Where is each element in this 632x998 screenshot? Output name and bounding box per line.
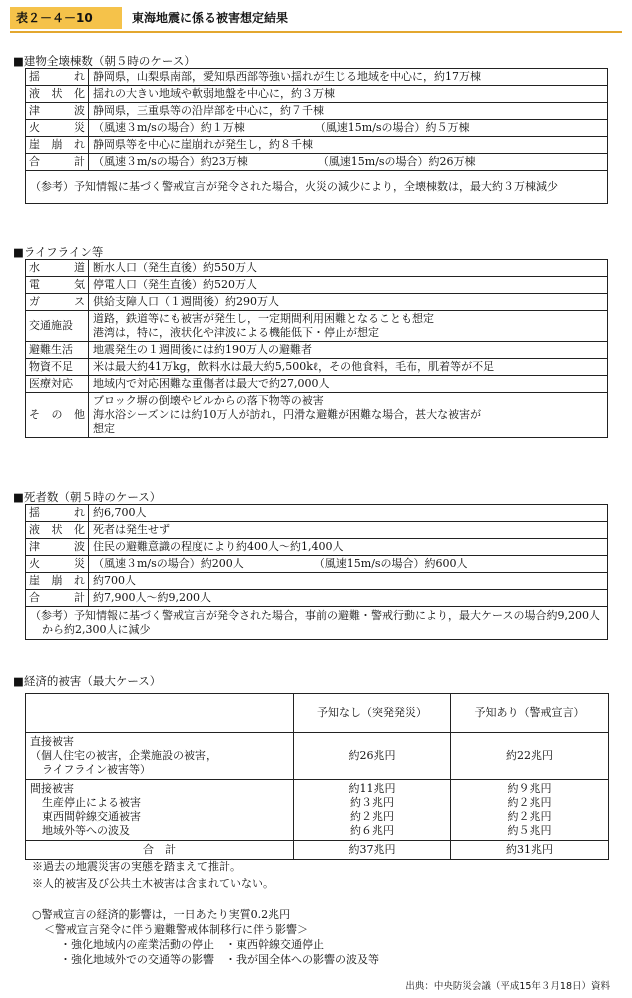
table-row (26, 694, 609, 733)
table-row (26, 841, 609, 860)
table-row (26, 556, 608, 573)
total-label: 合 計 (26, 841, 294, 860)
buildings-heading: ■建物全壊棟数（朝５時のケース） (13, 54, 196, 68)
row-label: 水 道 (26, 260, 89, 277)
row-label: 液 状 化 (26, 86, 89, 103)
indirect-values-1: 約11兆円 約３兆円 約２兆円 約６兆円 (294, 780, 451, 841)
table-row (26, 590, 608, 607)
economic-table (25, 693, 609, 860)
lifeline-heading: ■ライフライン等 (13, 245, 104, 259)
total-value-1: 約37兆円 (294, 841, 451, 860)
row-text: 地震発生の１週間後には約190万人の避難者 (89, 342, 608, 359)
deaths-note: （参考）予知情報に基づく警戒宣言が発令された場合，事前の避難・警戒行動により，最大ケースの場合約9,200人から約2,300人に減少 (26, 607, 608, 640)
table-row (26, 294, 608, 311)
row-text: ブロック塀の倒壊やビルからの落下物等の被害 海水浴シーズンには約10万人が訪れ，円滑な避難が困難な場合，甚大な被害が 想定 (89, 393, 608, 438)
row-label: 崖 崩 れ (26, 137, 89, 154)
row-label: そ の 他 (26, 393, 89, 438)
table-row (26, 780, 609, 841)
row-text: 約700人 (89, 573, 608, 590)
row-label: 崖 崩 れ (26, 573, 89, 590)
table-row (26, 393, 608, 438)
row-text: 静岡県，三重県等の沿岸部を中心に，約７千棟 (89, 103, 608, 120)
row-label: 火 災 (26, 556, 89, 573)
row-label: 合 計 (26, 590, 89, 607)
row-label: 交通施設 (26, 311, 89, 342)
row-label: ガ ス (26, 294, 89, 311)
table-row (26, 171, 608, 204)
header-cell: 予知なし（突発発災） (294, 694, 451, 733)
header-cell: 予知あり（警戒宣言） (451, 694, 609, 733)
warning-line: ○警戒宣言の経済的影響は，一日あたり実質0.2兆円 (32, 908, 291, 921)
row-text: 揺れの大きい地域や軟弱地盤を中心に，約３万棟 (89, 86, 608, 103)
row-text: （風速３m/sの場合）約１万棟 （風速15m/sの場合）約５万棟 (89, 120, 608, 137)
warning-line: ・強化地域内の産業活動の停止 ・東西幹線交通停止 (60, 938, 324, 951)
row-label: 津 波 (26, 539, 89, 556)
row-label: 津 波 (26, 103, 89, 120)
table-title: 東海地震に係る被害想定結果 (132, 11, 289, 25)
table-row (26, 573, 608, 590)
table-row (26, 359, 608, 376)
table-row (26, 539, 608, 556)
row-text: 停電人口（発生直後）約520万人 (89, 277, 608, 294)
deaths-table (25, 504, 608, 640)
row-text: 静岡県，山梨県南部，愛知県西部等強い揺れが生じる地域を中心に，約17万棟 (89, 69, 608, 86)
row-label: 避難生活 (26, 342, 89, 359)
table-row (26, 607, 608, 640)
total-value-2: 約31兆円 (451, 841, 609, 860)
row-text: （風速３m/sの場合）約200人 （風速15m/sの場合）約600人 (89, 556, 608, 573)
buildings-table (25, 68, 608, 204)
row-text: 地域内で対応困難な重傷者は最大で約27,000人 (89, 376, 608, 393)
table-row (26, 311, 608, 342)
direct-value-1: 約26兆円 (294, 733, 451, 780)
table-row (26, 260, 608, 277)
row-label: 電 気 (26, 277, 89, 294)
lifeline-table (25, 259, 608, 438)
indirect-labels: 間接被害 生産停止による被害 東西間幹線交通被害 地域外等への波及 (26, 780, 294, 841)
warning-line: ・強化地域外での交通等の影響 ・我が国全体への影響の波及等 (60, 953, 379, 966)
table-row (26, 120, 608, 137)
row-text: 死者は発生せず (89, 522, 608, 539)
warning-line: ＜警戒宣言発令に伴う避難警戒体制移行に伴う影響＞ (44, 923, 308, 936)
row-text: （風速３m/sの場合）約23万棟 （風速15m/sの場合）約26万棟 (89, 154, 608, 171)
table-row (26, 137, 608, 154)
row-label: 液 状 化 (26, 522, 89, 539)
note-line: ※過去の地震災害の実態を踏まえて推計。 (32, 860, 241, 873)
indirect-values-2: 約９兆円 約２兆円 約２兆円 約５兆円 (451, 780, 609, 841)
row-label: 揺 れ (26, 69, 89, 86)
row-label: 火 災 (26, 120, 89, 137)
row-text: 静岡県等を中心に崖崩れが発生し，約８千棟 (89, 137, 608, 154)
source-caption: 出典：中央防災会議（平成15年３月18日）資料 (405, 981, 610, 992)
table-row (26, 86, 608, 103)
table-number: 表２－４－10 (10, 7, 122, 29)
deaths-heading: ■死者数（朝５時のケース） (13, 490, 162, 504)
row-label: 医療対応 (26, 376, 89, 393)
direct-value-2: 約22兆円 (451, 733, 609, 780)
row-text: 道路，鉄道等にも被害が発生し，一定期間利用困難となることも想定 港湾は，特に，液状化や津波による機能低下・停止が想定 (89, 311, 608, 342)
economic-heading: ■経済的被害（最大ケース） (13, 674, 162, 688)
table-row (26, 154, 608, 171)
table-header (10, 7, 622, 33)
header-cell-empty (26, 694, 294, 733)
table-row (26, 342, 608, 359)
row-label: 揺 れ (26, 505, 89, 522)
row-text: 約7,900人～約9,200人 (89, 590, 608, 607)
row-text: 供給支障人口（１週間後）約290万人 (89, 294, 608, 311)
row-text: 住民の避難意識の程度により約400人～約1,400人 (89, 539, 608, 556)
row-text: 断水人口（発生直後）約550万人 (89, 260, 608, 277)
table-row (26, 69, 608, 86)
table-row (26, 376, 608, 393)
row-label: 物資不足 (26, 359, 89, 376)
row-text: 米は最大約41万kg，飲料水は最大約5,500kℓ，その他食料，毛布，肌着等が不足 (89, 359, 608, 376)
direct-label: 直接被害 （個人住宅の被害，企業施設の被害， ライフライン被害等） (26, 733, 294, 780)
table-row (26, 103, 608, 120)
note-line: ※人的被害及び公共土木被害は含まれていない。 (32, 877, 274, 890)
row-text: 約6,700人 (89, 505, 608, 522)
buildings-note: （参考）予知情報に基づく警戒宣言が発令された場合，火災の減少により，全壊棟数は，最大約３万棟減少 (26, 171, 608, 204)
table-row (26, 277, 608, 294)
table-row (26, 522, 608, 539)
table-row (26, 733, 609, 780)
row-label: 合 計 (26, 154, 89, 171)
table-row (26, 505, 608, 522)
